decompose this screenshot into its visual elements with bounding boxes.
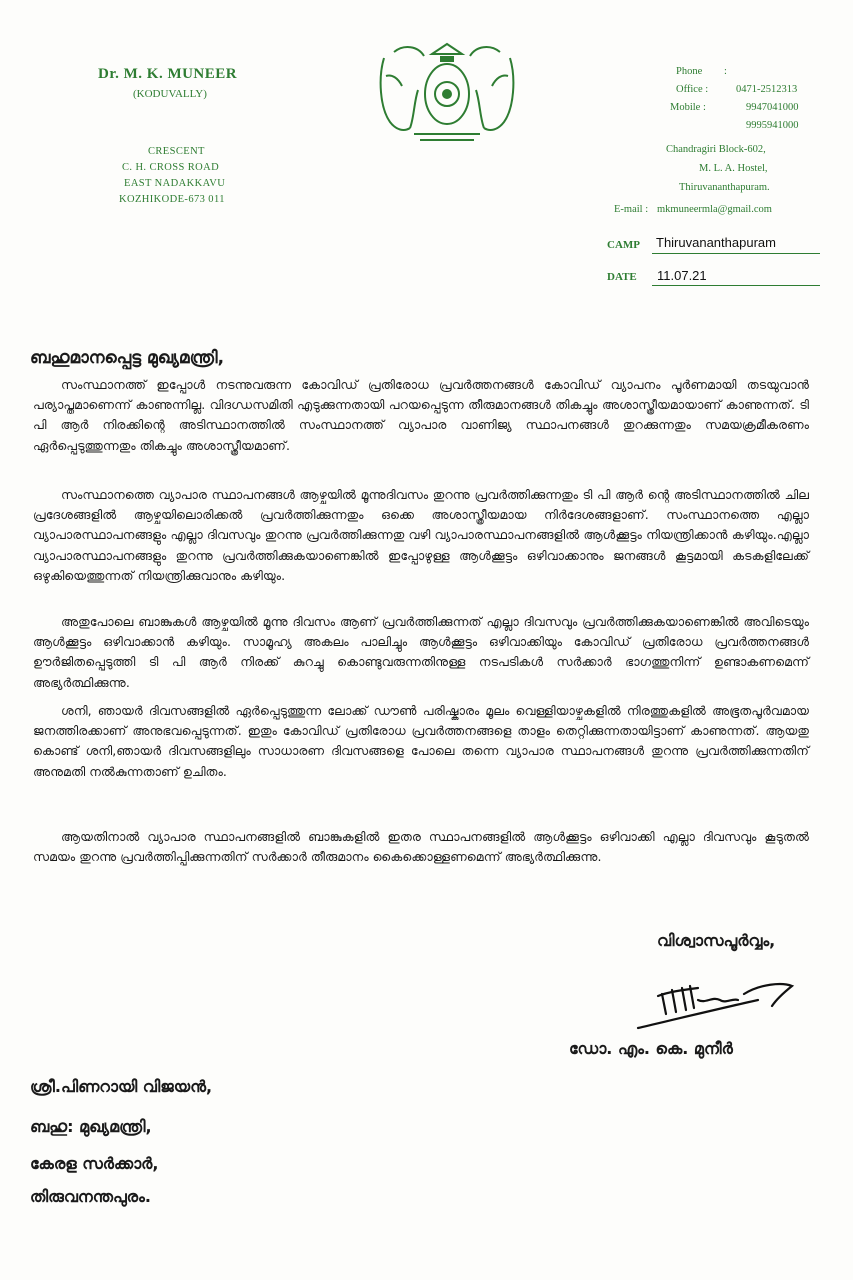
body-paragraph: സംസ്ഥാനത്ത് ഇപ്പോൾ നടന്നുവരുന്ന കോവിഡ് പ്രതിരോധ പ്രവർത്തനങ്ങൾ കോവിഡ് വ്യാപനം പൂർണമായി തടയുവാൻ പര്യാപ്തമാണെന്ന് കാണുന്നില്ല. വിദഗ്ധസമിതി എടുക്കുന്നതായി പറയപ്പെടുന്ന തീരുമാനങ്ങൾ തികച്ചും അശാസ്ത്രീയമായാണ് കാണുന്നത്. ടി പി ആർ നിരക്കിന്റെ അടിസ്ഥാനത്തിൽ സംസ്ഥാനത്ത് വ്യാപാര വാണിജ്യ സ്ഥാപനങ്ങൾ തുറക്കുന്നതും സമയക്രമീകരണം ഏർപ്പെടുത്തുന്നതും തികച്ചും അശാസ്ത്രീയമാണ്. <box>33 377 809 453</box>
sender-address-line: CRESCENT <box>148 146 205 157</box>
body-paragraph: ശനി, ഞായർ ദിവസങ്ങളിൽ ഏർപ്പെടുത്തുന്ന ലോക്ക് ഡൗൺ പരിഷ്കാരം മൂലം വെള്ളിയാഴ്ചകളിൽ നിരത്തുകളിൽ അഭൂതപൂർവമായ ജനത്തിരക്കാണ് അനുഭവപ്പെടുന്നത്. ഇതും കോവിഡ് പ്രതിരോധ പ്രവർത്തനങ്ങളെ താളം തെറ്റിക്കുന്നതായിട്ടാണ് കാണുന്നത്. ആയതു കൊണ്ട് ശനി,ഞായർ ദിവസങ്ങളിലും സാധാരണ ദിവസങ്ങളെ പോലെ തന്നെ വ്യാപാര സ്ഥാപനങ്ങൾ തുറന്നു പ്രവർത്തിക്കുന്നതിന് അനുമതി നൽകുന്നതാണ് ഉചിതം. <box>33 703 809 779</box>
camp-value: Thiruvananthapuram <box>656 235 776 250</box>
office-phone-number: 0471-2512313 <box>736 84 798 95</box>
signer-name: ഡോ. എം. കെ. മുനീർ <box>569 1039 733 1058</box>
camp-label: CAMP <box>607 239 640 251</box>
sender-constituency: (KODUVALLY) <box>133 88 207 100</box>
body-paragraph: അതുപോലെ ബാങ്കുകൾ ആഴ്ചയിൽ മൂന്നു ദിവസം ആണ് പ്രവർത്തിക്കുന്നത് എല്ലാ ദിവസവും പ്രവർത്തിക്കുകയാണെങ്കിൽ അവിടെയും ആൾക്കൂട്ടം ഒഴിവാക്കാൻ കഴിയും. സാമൂഹ്യ അകലം പാലിച്ചും ആൾക്കൂട്ടം ഒഴിവാക്കിയും കോവിഡ് പ്രതിരോധ പ്രവർത്തനങ്ങൾ ഊർജിതപ്പെടുത്തി ടി പി ആർ നിരക്ക് കുറച്ചു കൊണ്ടുവരുന്നതിനുള്ള നടപടികൾ സർക്കാർ ഭാഗത്തുനിന്ന് ഉണ്ടാകണമെന്ന് അഭ്യർത്ഥിക്കുന്നു. <box>33 614 809 690</box>
body-paragraph: സംസ്ഥാനത്തെ വ്യാപാര സ്ഥാപനങ്ങൾ ആഴ്ചയിൽ മൂന്നുദിവസം തുറന്നു പ്രവർത്തിക്കുന്നതും ടി പി ആർ ന്റെ അടിസ്ഥാനത്തിൽ ചില പ്രദേശങ്ങളിൽ ആഴ്ചയിലൊരിക്കൽ പ്രവർത്തിക്കുന്നതും ഒക്കെ അശാസ്ത്രീയമായ നിർദേശങ്ങളാണ്. സംസ്ഥാനത്തെ എല്ലാ വ്യാപാരസ്ഥാപനങ്ങളും എല്ലാ ദിവസവും തുറന്നു പ്രവർത്തിക്കുന്നതു വഴി വ്യാപാരസ്ഥാപനങ്ങളിൽ ആൾക്കൂട്ടം നിയന്ത്രിക്കാൻ കഴിയും.എല്ലാ വ്യാപാരസ്ഥാപനങ്ങളും തുറന്നു പ്രവർത്തിക്കുകയാണെങ്കിൽ ഇപ്പോഴുള്ള ആൾക്കൂട്ടം ഒഴിവാക്കാനും ജനങ്ങൾ കൂട്ടമായി കടകളിലേക്ക് ഒഴുകിയെത്തുന്നത് നിയന്ത്രിക്കുവാനും കഴിയും. <box>33 487 809 583</box>
salutation: ബഹുമാനപ്പെട്ട മുഖ്യമന്ത്രി, <box>30 348 225 368</box>
email-label: E-mail : <box>614 204 649 215</box>
body-paragraph: ആയതിനാൽ വ്യാപാര സ്ഥാപനങ്ങളിൽ ബാങ്കുകളിൽ ഇതര സ്ഥാപനങ്ങളിൽ ആൾക്കൂട്ടം ഒഴിവാക്കി എല്ലാ ദിവസവും കൂടുതൽ സമയം തുറന്നു പ്രവർത്തിപ്പിക്കുന്നതിന് സർക്കാർ തീരുമാനം കൈക്കൊള്ളണമെന്ന് അഭ്യർത്ഥിക്കുന്നു. <box>33 829 809 865</box>
mobile-number: 9947041000 <box>746 102 799 113</box>
office-phone-label: Office : <box>676 84 709 95</box>
date-underline <box>652 285 820 286</box>
phone-colon: : <box>724 66 727 77</box>
hostel-address-line: M. L. A. Hostel, <box>699 163 768 174</box>
mobile-number: 9995941000 <box>746 120 799 131</box>
addressee-line: കേരള സർക്കാർ, <box>30 1154 159 1173</box>
date-value: 11.07.21 <box>657 268 707 283</box>
kerala-emblem-icon <box>374 38 520 142</box>
camp-underline <box>652 253 820 254</box>
hostel-address-line: Chandragiri Block-602, <box>666 144 766 155</box>
email-address: mkmuneermla@gmail.com <box>657 204 772 215</box>
addressee-line: തിരുവനന്തപുരം. <box>30 1187 151 1206</box>
sender-name: Dr. M. K. MUNEER <box>98 66 238 82</box>
closing: വിശ്വാസപൂർവ്വം, <box>657 931 776 950</box>
phone-label: Phone <box>676 66 703 77</box>
signature-image <box>632 974 798 1034</box>
addressee-line: ബഹു: മുഖ്യമന്ത്രി, <box>30 1117 152 1136</box>
sender-address-line: C. H. CROSS ROAD <box>122 162 220 173</box>
mobile-label: Mobile : <box>670 102 706 113</box>
sender-address-line: EAST NADAKKAVU <box>124 178 226 189</box>
hostel-address-line: Thiruvananthapuram. <box>679 182 770 193</box>
addressee-line: ശ്രീ.പിണറായി വിജയൻ, <box>30 1077 213 1096</box>
date-label: DATE <box>607 271 637 283</box>
sender-address-line: KOZHIKODE-673 011 <box>119 194 225 205</box>
